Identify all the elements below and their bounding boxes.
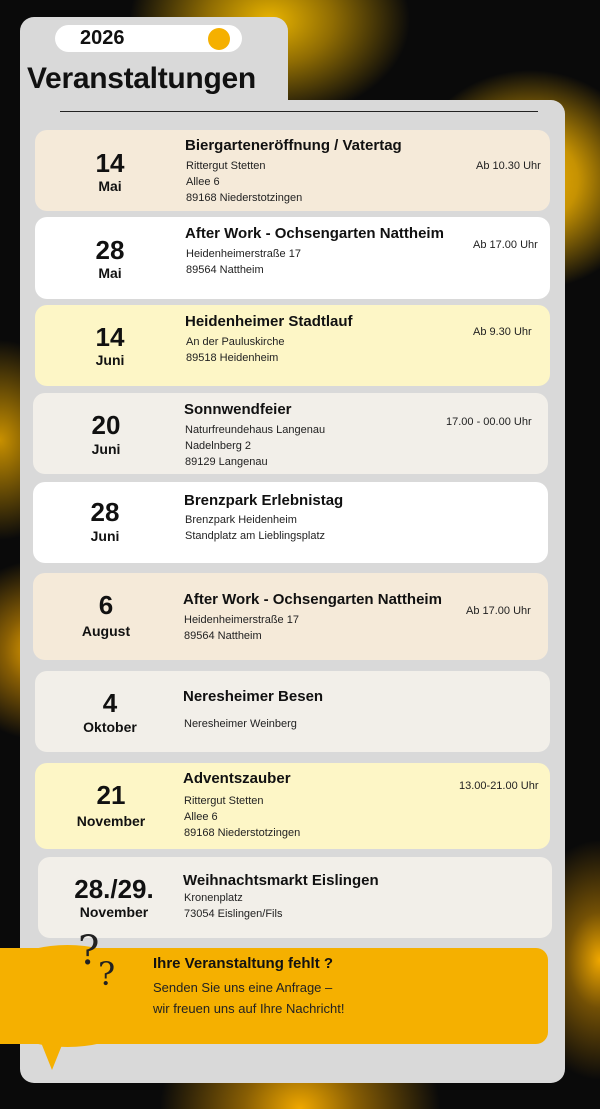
event-address-line: Allee 6 <box>184 811 218 823</box>
event-address-line: Nadelnberg 2 <box>185 440 252 452</box>
event-month: Juni <box>91 441 121 457</box>
cta-title: Ihre Veranstaltung fehlt ? <box>153 955 334 972</box>
event-address <box>184 716 297 732</box>
event-name: After Work - Ochsengarten Nattheim <box>185 225 444 242</box>
event-month: November <box>76 813 146 829</box>
event-month: Juni <box>90 528 120 544</box>
event-address-line: Rittergut Stetten <box>184 795 264 807</box>
event-address <box>186 158 302 206</box>
event-month: November <box>79 904 149 920</box>
event-month: Mai <box>98 265 122 281</box>
event-time: Ab 9.30 Uhr <box>473 326 532 338</box>
event-month: Mai <box>98 178 122 194</box>
event-name: Biergarteneröffnung / Vatertag <box>185 137 402 154</box>
event-name: Weihnachtsmarkt Eislingen <box>183 872 379 889</box>
event-address-line: Standplatz am Lieblingsplatz <box>185 530 326 542</box>
event-name: Brenzpark Erlebnistag <box>184 492 344 509</box>
event-address-line: 89168 Niederstotzingen <box>184 827 301 839</box>
event-address <box>185 422 325 470</box>
event-address-line: Neresheimer Weinberg <box>184 718 297 730</box>
event-day: 28 <box>95 235 125 265</box>
event-address-line: 89168 Niederstotzingen <box>186 192 303 204</box>
year-label: 2026 <box>80 27 125 49</box>
event-address-line: 73054 Eislingen/Fils <box>184 908 283 920</box>
event-time: 13.00-21.00 Uhr <box>459 780 539 792</box>
event-address-line: Rittergut Stetten <box>186 160 266 172</box>
event-day: 14 <box>95 322 125 352</box>
event-address <box>184 793 300 841</box>
event-day: 6 <box>98 590 114 620</box>
event-name: Heidenheimer Stadtlauf <box>185 313 353 330</box>
event-time: 17.00 - 00.00 Uhr <box>446 416 532 428</box>
year-dot-icon <box>208 28 230 50</box>
event-name: Neresheimer Besen <box>183 688 324 705</box>
speech-bubble-tail <box>40 1040 64 1070</box>
event-address <box>186 246 301 278</box>
event-day: 28 <box>90 497 120 527</box>
event-address-line: An der Pauluskirche <box>186 336 285 348</box>
event-month: Oktober <box>83 719 137 735</box>
cta-line-1: Senden Sie uns eine Anfrage – <box>153 980 333 995</box>
event-name: After Work - Ochsengarten Nattheim <box>183 591 442 608</box>
event-time: Ab 10.30 Uhr <box>476 160 541 172</box>
event-month: August <box>81 623 131 639</box>
event-address-line: Allee 6 <box>186 176 220 188</box>
event-address <box>184 612 299 644</box>
event-address-line: 89129 Langenau <box>185 456 268 468</box>
event-address-line: Brenzpark Heidenheim <box>185 514 297 526</box>
event-address-line: 89564 Nattheim <box>184 630 262 642</box>
event-day: 20 <box>91 410 121 440</box>
page-title: Veranstaltungen <box>27 62 256 95</box>
event-address-line: Kronenplatz <box>184 892 243 904</box>
divider <box>60 111 538 112</box>
event-time: Ab 17.00 Uhr <box>466 605 531 617</box>
event-name: Sonnwendfeier <box>184 401 292 418</box>
event-address-line: Naturfreundehaus Langenau <box>185 424 326 436</box>
cta-text <box>153 977 344 1019</box>
event-name: Adventszauber <box>183 770 291 787</box>
event-address <box>185 512 325 544</box>
cta-line-2: wir freuen uns auf Ihre Nachricht! <box>153 1001 345 1016</box>
event-address-line: 89518 Heidenheim <box>186 352 279 364</box>
event-address-line: Heidenheimerstraße 17 <box>186 248 301 260</box>
event-day: 4 <box>102 688 118 718</box>
event-month: Juni <box>95 352 125 368</box>
event-day: 28./29. <box>74 874 154 904</box>
event-address <box>186 334 284 366</box>
event-address-line: 89564 Nattheim <box>186 264 264 276</box>
event-time: Ab 17.00 Uhr <box>473 239 538 251</box>
event-day: 14 <box>95 148 125 178</box>
event-address-line: Heidenheimerstraße 17 <box>184 614 299 626</box>
event-address <box>184 890 282 922</box>
event-day: 21 <box>96 780 126 810</box>
